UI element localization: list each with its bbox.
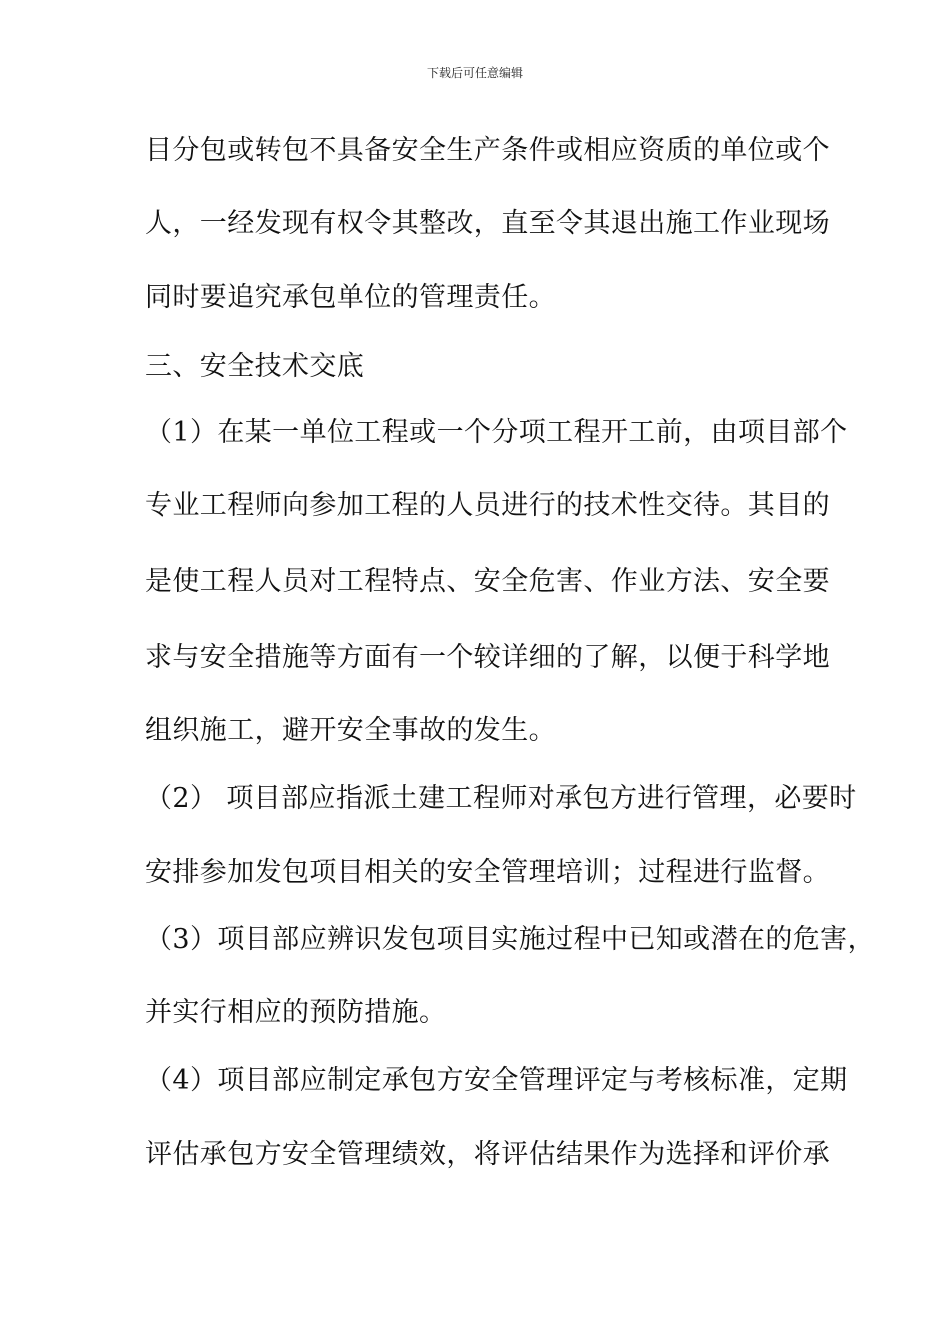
body-line: 专业工程师向参加工程的人员进行的技术性交待。其目的 [145,490,830,521]
body-line: 组织施工，避开安全事故的发生。 [145,715,556,746]
body-line: 评估承包方安全管理绩效，将评估结果作为选择和评价承 [145,1139,830,1170]
body-line: 求与安全措施等方面有一个较详细的了解，以便于科学地 [145,642,830,673]
body-line: 并实行相应的预防措施。 [145,997,447,1028]
body-line: 是使工程人员对工程特点、安全危害、作业方法、安全要 [145,566,830,597]
body-line: （2） 项目部应指派土建工程师对承包方进行管理，必要时 [145,783,857,814]
page-header: 下载后可任意编辑 [426,66,523,80]
body-line: （4）项目部应制定承包方安全管理评定与考核标准，定期 [145,1065,848,1096]
body-line: （1）在某一单位工程或一个分项工程开工前，由项目部个 [145,417,848,448]
body-line: 人，一经发现有权令其整改，直至令其退出施工作业现场 [145,208,830,239]
body-line: 安排参加发包项目相关的安全管理培训；过程进行监督。 [145,857,830,888]
body-line: （3）项目部应辨识发包项目实施过程中已知或潜在的危害， [145,924,875,955]
body-line: 目分包或转包不具备安全生产条件或相应资质的单位或个 [145,135,830,166]
body-line: 同时要追究承包单位的管理责任。 [145,282,556,313]
section-heading: 三、安全技术交底 [145,351,365,382]
